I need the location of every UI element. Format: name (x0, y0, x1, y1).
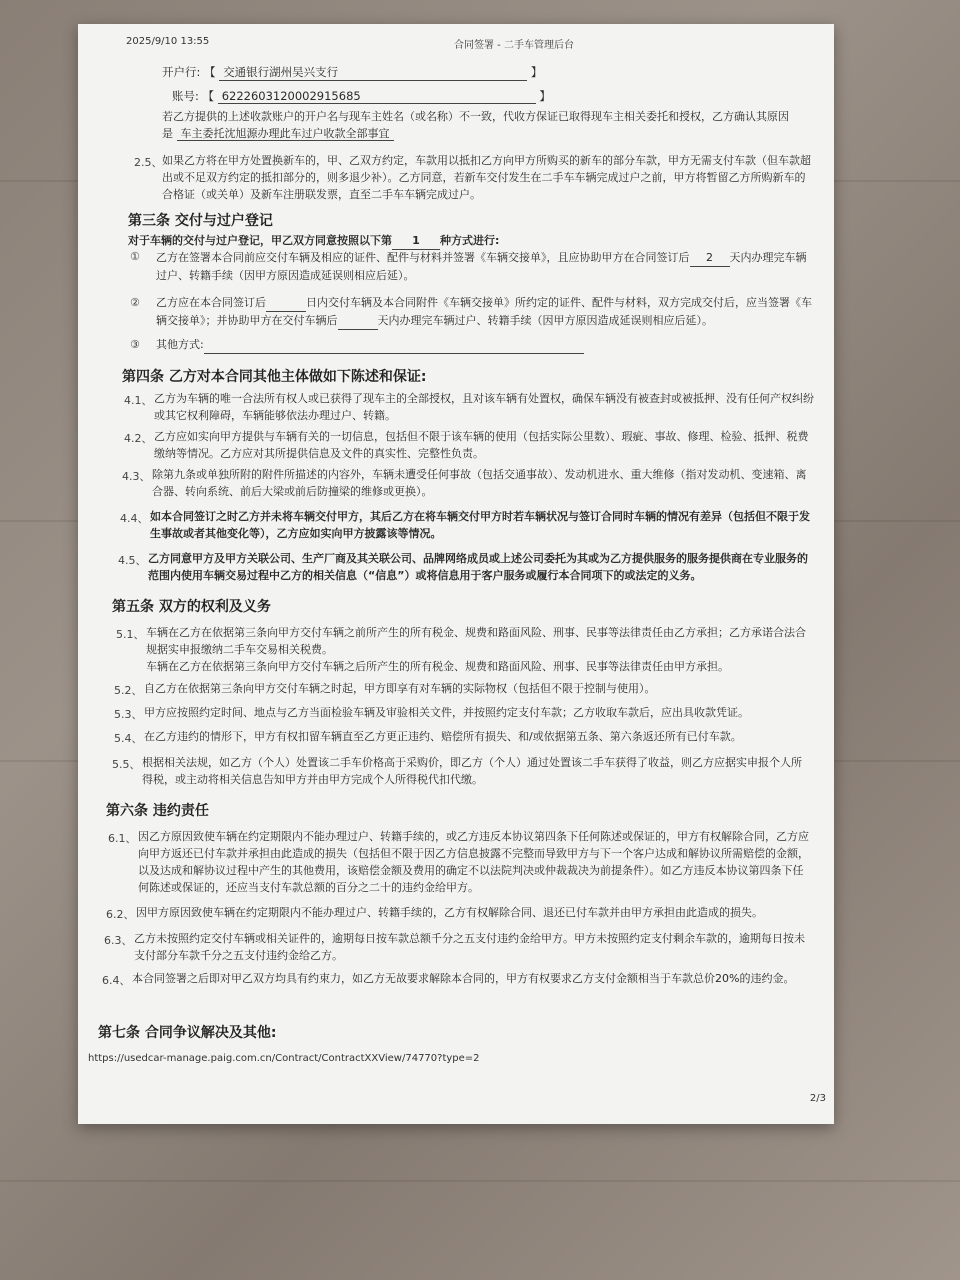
section-6-title: 第六条 违约责任 (106, 803, 209, 819)
clause-5-1-text-2: 车辆在乙方在依据第三条向甲方交付车辆之后所产生的所有税金、规费和路面风险、刑事、民事等法律责任由甲方承担。 (146, 660, 729, 673)
clause-4-1-text: 乙方为车辆的唯一合法所有权人或已获得了现车主的全部授权，且对该车辆有处置权，确保车辆没有被查封或被抵押、没有任何产权纠纷或其它权利障碍，车辆能够依法办理过户、转籍。 (154, 392, 814, 422)
account-note-value: 车主委托沈旭源办理此车过户收款全部事宜 (177, 127, 394, 141)
section-5-title: 第五条 双方的权利及义务 (112, 599, 271, 615)
page-number: 2/3 (809, 1093, 826, 1104)
section-3-intro: 对于车辆的交付与过户登记，甲乙双方同意按照以下第 1 种方式进行: (128, 232, 818, 250)
clause-number: 5.3、 (114, 708, 143, 721)
option-2-text: 乙方应在本合同签订后 日内交付车辆及本合同附件《车辆交接单》所约定的证件、配件与材料，双方完成交付后，应当签署《车辆交接单》；并协助甲方在交付车辆后 天内办理完车辆过户、转籍手续（因甲方原因造成延误则相应后延）。 (156, 294, 812, 330)
clause-4-3-text: 除第九条或单独所附的附件所描述的内容外，车辆未遭受任何事故（包括交通事故）、发动机进水、重大维修（指对发动机、变速箱、离合器、转向系统、前后大梁或前后防撞梁的维修或更换）。 (152, 468, 807, 498)
clause-number: 6.4、 (102, 974, 131, 987)
clause-5-1-text: 车辆在乙方在依据第三条向甲方交付车辆之前所产生的所有税金、规费和路面风险、刑事、民事等法律责任由乙方承担；乙方承诺合法合规据实申报缴纳二手车交易相关税费。 (146, 626, 806, 656)
delivery-method-value: 1 (392, 232, 440, 250)
account-note-2: 是 车主委托沈旭源办理此车过户收款全部事宜 (162, 125, 812, 142)
clause-number: 4.2、 (124, 432, 153, 445)
option-1-text: 乙方在签署本合同前应交付车辆及相应的证件、配件与材料并签署《车辆交接单》，且应协助甲方在合同签订后 2 天内办理完车辆过户、转籍手续（因甲方原因造成延误则相应后延）。 (156, 251, 807, 282)
bank-value: 交通银行湖州吴兴支行 (219, 64, 527, 81)
clause-number: 4.5、 (118, 554, 147, 567)
clause-number: 2.5、 (134, 156, 163, 169)
section-7-title: 第七条 合同争议解决及其他: (98, 1025, 277, 1041)
bank-row: 开户行: 【 交通银行湖州吴兴支行 】 (162, 65, 543, 79)
account-note-1: 若乙方提供的上述收款账户的开户名与现车主姓名（或名称）不一致，代收方保证已取得现车主相关委托和授权，乙方确认其原因 (162, 110, 789, 123)
clause-number: 4.3、 (122, 470, 151, 483)
clause-6-4-text: 本合同签署之后即对甲乙双方均具有约束力，如乙方无故要求解除本合同的，甲方有权要求乙方支付金额相当于车款总价20%的违约金。 (132, 972, 795, 985)
clause-number: 4.1、 (124, 394, 153, 407)
footer-url: https://usedcar-manage.paig.com.cn/Contract/ContractXXView/74770?type=2 (88, 1053, 480, 1064)
clause-number: 4.4、 (120, 512, 149, 525)
clause-5-5-text: 根据相关法规，如乙方（个人）处置该二手车价格高于采购价，即乙方（个人）通过处置该二手车获得了收益，则乙方应据实申报个人所得税，或主动将相关信息告知甲方并由甲方完成个人所得税代扣代缴。 (142, 756, 802, 786)
clause-4-4-text: 如本合同签订之时乙方并未将车辆交付甲方，其后乙方在将车辆交付甲方时若车辆状况与签订合同时车辆的情况有差异（包括但不限于发生事故或者其他变化等），乙方应如实向甲方披露该等情况。 (150, 510, 810, 540)
clause-4-2-text: 乙方应如实向甲方提供与车辆有关的一切信息，包括但不限于该车辆的使用（包括实际公里数）、瑕疵、事故、修理、检验、抵押、税费缴纳等情况。乙方应对其所提供信息及文件的真实性、完整性负责。 (154, 430, 809, 460)
account-number-value: 6222603120002915685 (218, 89, 536, 104)
option-1-number: ① (130, 250, 140, 263)
print-title: 合同签署 - 二手车管理后台 (454, 40, 574, 51)
clause-6-3-text: 乙方未按照约定交付车辆或相关证件的，逾期每日按车款总额千分之五支付违约金给甲方。甲方未按照约定支付剩余车款的，逾期每日按未支付部分车款千分之五支付违约金给乙方。 (134, 932, 805, 962)
account-number-row: 账号: 【 6222603120002915685 】 (172, 89, 551, 103)
clause-number: 6.3、 (104, 934, 133, 947)
account-number-label: 账号: (172, 89, 199, 103)
clause-number: 5.2、 (114, 684, 143, 697)
bank-label: 开户行: (162, 65, 201, 79)
clause-5-4-text: 在乙方违约的情形下，甲方有权扣留车辆直至乙方更正违约、赔偿所有损失、和/或依据第五条、第六条返还所有已付车款。 (144, 730, 742, 743)
document-page (78, 24, 834, 1124)
clause-number: 6.2、 (106, 908, 135, 921)
clause-5-2-text: 自乙方在依据第三条向甲方交付车辆之时起，甲方即享有对车辆的实际物权（包括但不限于控制与使用）。 (144, 682, 656, 695)
clause-number: 6.1、 (108, 832, 137, 845)
clause-6-2-text: 因甲方原因致使车辆在约定期限内不能办理过户、转籍手续的，乙方有权解除合同、退还已付车款并由甲方承担由此造成的损失。 (136, 906, 763, 919)
section-4-title: 第四条 乙方对本合同其他主体做如下陈述和保证: (122, 369, 427, 385)
clause-number: 5.4、 (114, 732, 143, 745)
clause-2-5-text: 如果乙方将在甲方处置换新车的，甲、乙双方约定，车款用以抵扣乙方向甲方所购买的新车的部分车款，甲方无需支付车款（但车款超出或不足双方约定的抵扣部分的，则多退少补）。乙方同意，若新车交付发生在二手车车辆完成过户之前，甲方将暂留乙方所购新车的合格证（或关单）及新车注册联发票，直至二手车车辆完成过户。 (162, 154, 811, 201)
section-3-title: 第三条 交付与过户登记 (128, 213, 273, 229)
print-datetime: 2025/9/10 13:55 (126, 36, 210, 47)
clause-6-1-text: 因乙方原因致使车辆在约定期限内不能办理过户、转籍手续的，或乙方违反本协议第四条下任何陈述或保证的，甲方有权解除合同，乙方应向甲方返还已付车款并承担由此造成的损失（包括但不限于因乙方信息披露不完整而导致甲方与下一个客户达成和解协议所需赔偿的金额，以及达成和解协议过程中产生的其他费用，该赔偿金额及费用的确定不以法院判决或仲裁裁决为前提条件）。如乙方违反本协议第四条下任何陈述或保证的，还应当支付车款总额的百分之二十的违约金给甲方。 (138, 830, 809, 894)
clause-number: 5.1、 (116, 628, 145, 641)
option-3-number: ③ (130, 338, 140, 351)
clause-5-3-text: 甲方应按照约定时间、地点与乙方当面检验车辆及审验相关文件，并按照约定支付车款；乙方收取车款后，应出具收款凭证。 (144, 706, 749, 719)
option-1-days: 2 (690, 249, 730, 267)
option-3-text: 其他方式: (156, 336, 812, 354)
clause-4-5-text: 乙方同意甲方及甲方关联公司、生产厂商及其关联公司、品牌网络成员或上述公司委托为其或为乙方提供服务的服务提供商在专业服务的范围内使用车辆交易过程中乙方的相关信息（“信息”）或将信息用于客户服务或履行本合同项下的或法定的义务。 (148, 552, 808, 582)
clause-number: 5.5、 (112, 758, 141, 771)
option-2-number: ② (130, 296, 140, 309)
